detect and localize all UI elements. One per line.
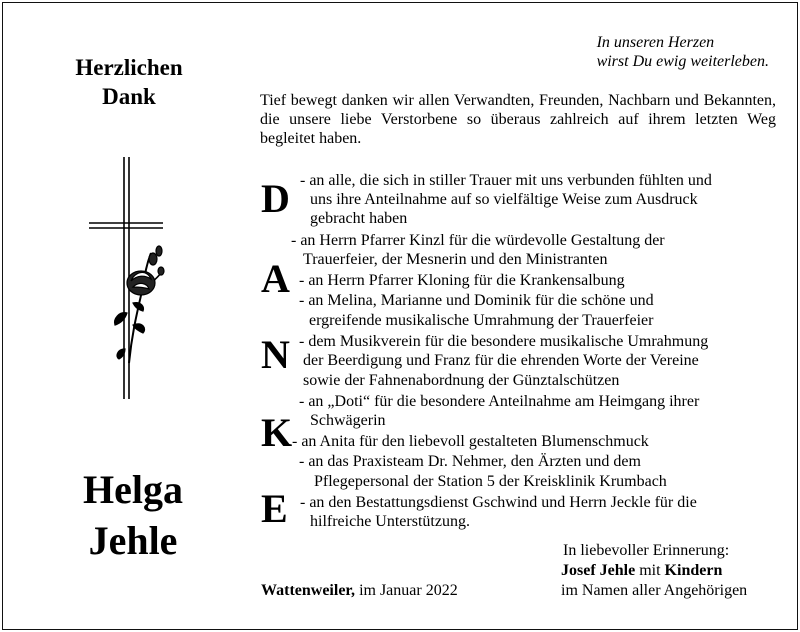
danke-letter-n: N bbox=[261, 332, 290, 377]
motto-line-1: In unseren Herzen bbox=[596, 34, 715, 51]
place: Wattenweiler, bbox=[261, 582, 356, 599]
signature-mit: mit bbox=[639, 562, 661, 579]
thanks-line: der Beerdigung und Franz für die ehrenden Worte der Vereine bbox=[303, 352, 699, 369]
deceased-last-name: Jehle bbox=[88, 518, 178, 563]
thanks-line: Pflegepersonal der Station 5 der Kreisklinik Krumbach bbox=[314, 473, 667, 490]
signature-block bbox=[561, 541, 747, 600]
date: im Januar 2022 bbox=[359, 582, 458, 599]
signature-name-2: Kindern bbox=[664, 562, 723, 579]
thanks-line: - dem Musikverein für die besondere musikalische Umrahmung bbox=[299, 333, 709, 350]
intro-text: Tief bewegt danken wir allen Verwandten, Freunden, Nachbarn und Bekannten, die unsere liebe Verstorbene so überaus zahlreich auf ihrem letzten Weg begleitet haben. bbox=[260, 92, 776, 147]
signature-line-1: In liebevoller Erinnerung: bbox=[563, 542, 730, 559]
deceased-first-name: Helga bbox=[83, 467, 183, 512]
signature-line-3: im Namen aller Angehörigen bbox=[561, 582, 748, 599]
thanks-line: uns ihre Anteilnahme auf so vielfältige Weise zum Ausdruck bbox=[310, 191, 698, 208]
motto-line-2: wirst Du ewig weiterleben. bbox=[596, 53, 769, 70]
thanks-line: ergreifende musikalische Umrahmung der Trauerfeier bbox=[309, 312, 654, 329]
thanks-line: - an den Bestattungsdienst Gschwind und Herrn Jeckle für die bbox=[300, 494, 697, 511]
thanks-line: - an Herrn Pfarrer Kloning für die Krankensalbung bbox=[299, 272, 625, 289]
thanks-line: - an Melina, Marianne und Dominik für die schöne und bbox=[299, 292, 654, 309]
signature-line-2 bbox=[561, 561, 747, 580]
danke-letter-e: E bbox=[261, 486, 288, 531]
signature-name-1: Josef Jehle bbox=[561, 562, 636, 579]
thanks-line: - an das Praxisteam Dr. Nehmer, den Ärzten und dem bbox=[299, 453, 641, 470]
thanks-line: sowie der Fahnenabordnung der Günztalschützen bbox=[303, 372, 620, 389]
thanks-line: - an „Doti“ für die besondere Anteilnahme am Heimgang ihrer bbox=[299, 393, 700, 410]
thanks-line: - an alle, die sich in stiller Trauer mit uns verbunden fühlten und bbox=[300, 172, 712, 189]
thanks-line: Trauerfeier, der Mesnerin und den Ministranten bbox=[303, 251, 608, 268]
danke-letter-d: D bbox=[261, 176, 290, 221]
thanks-line: - an Herrn Pfarrer Kinzl für die würdevolle Gestaltung der bbox=[291, 232, 665, 249]
heading-line-2: Dank bbox=[102, 84, 156, 109]
thanks-line: gebracht haben bbox=[310, 210, 408, 227]
danke-letter-a: A bbox=[261, 256, 290, 301]
danke-letter-k: K bbox=[261, 410, 293, 455]
cross-with-rose-icon bbox=[85, 153, 175, 413]
place-date bbox=[261, 581, 458, 600]
thanks-line: hilfreiche Unterstützung. bbox=[310, 513, 470, 530]
heading-line-1: Herzlichen bbox=[75, 55, 183, 80]
motto bbox=[597, 33, 769, 71]
obituary-card bbox=[2, 2, 798, 630]
thanks-line: - an Anita für den liebevoll gestalteten Blumenschmuck bbox=[292, 433, 649, 450]
thanks-line: Schwägerin bbox=[310, 412, 386, 429]
